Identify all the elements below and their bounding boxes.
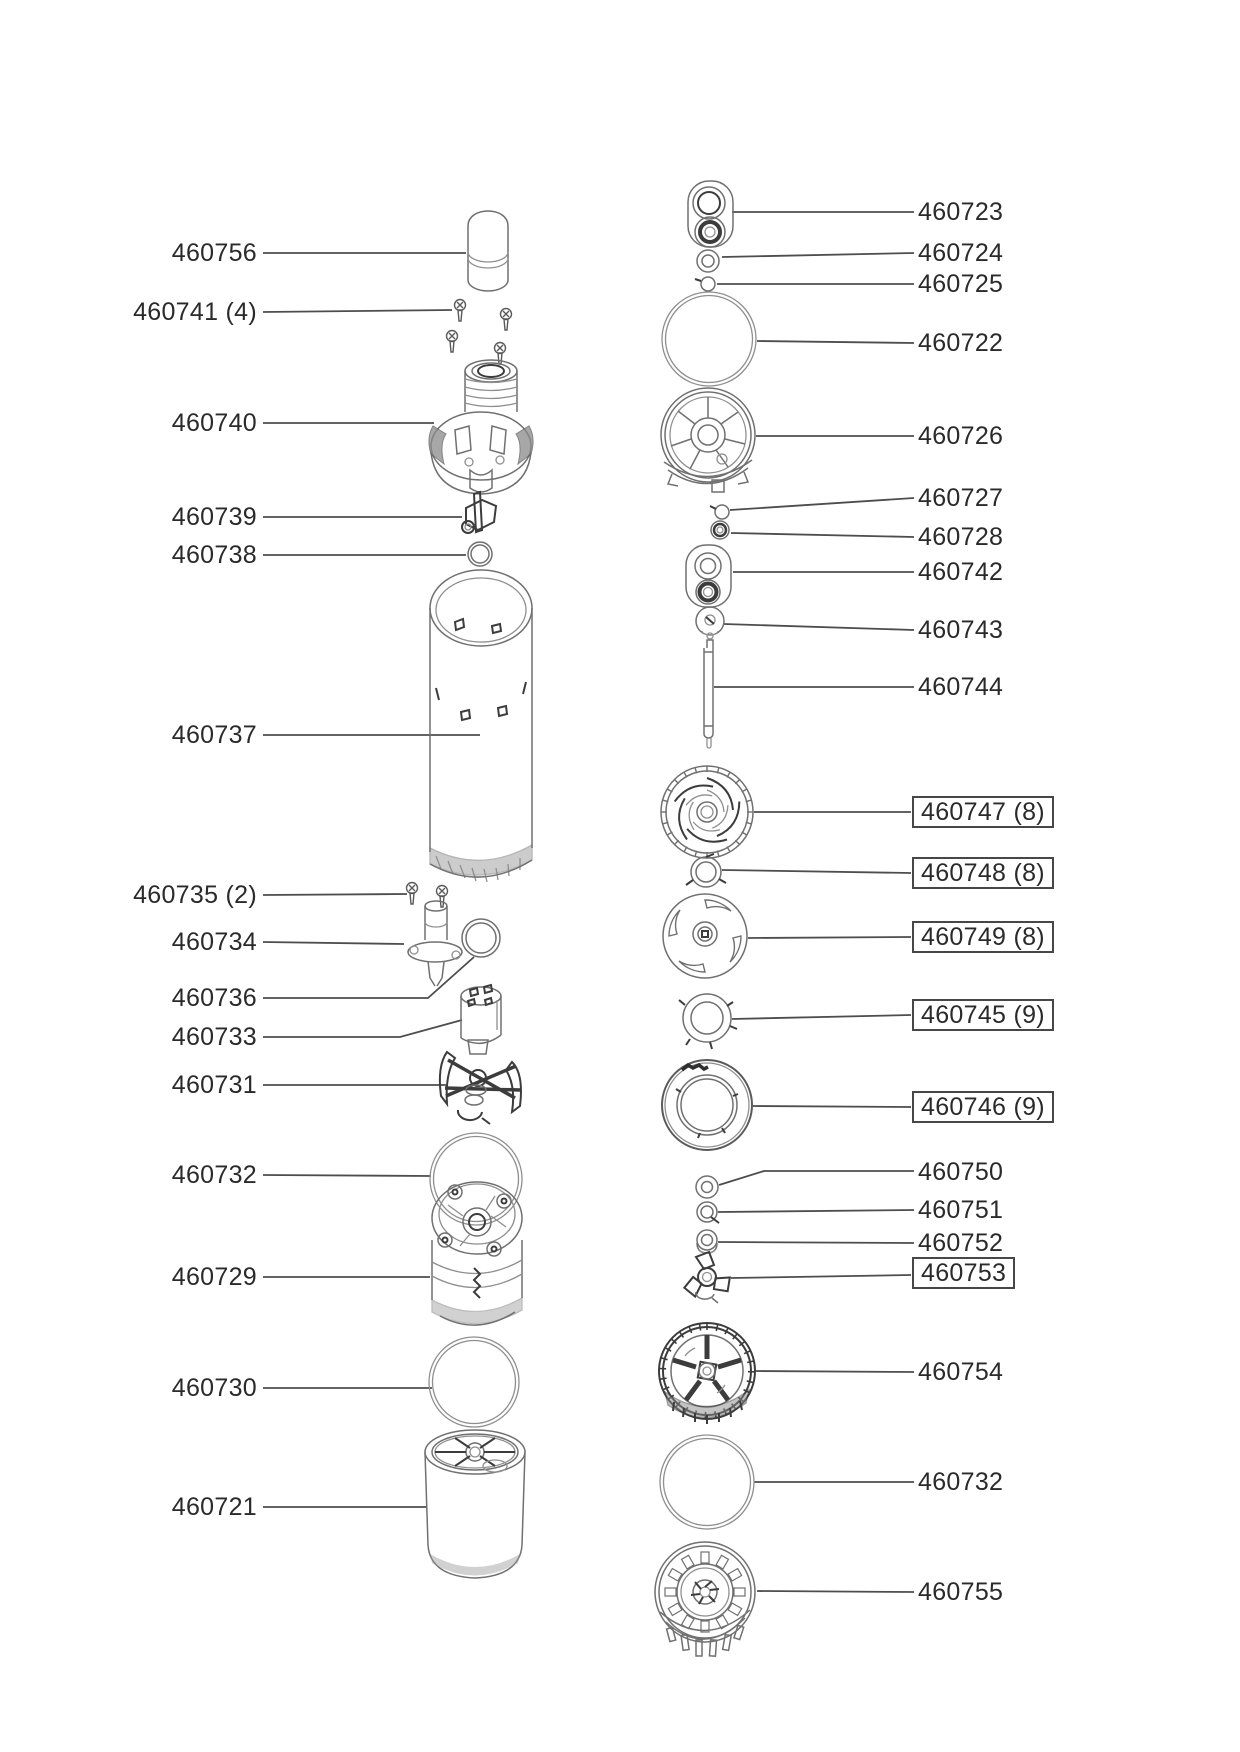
part-drawing-460727-circlip [710, 505, 729, 519]
part-drawing-460753-spinner [682, 1252, 734, 1303]
part-drawing-460739-clip [462, 492, 496, 533]
part-drawing-460749-diffuser-disc [663, 894, 747, 978]
part-drawing-460743-seal-disc [696, 607, 724, 635]
part-label-460756: 460756 [171, 239, 257, 267]
part-label-460748 [912, 857, 1054, 889]
part-label-460730: 460730 [171, 1374, 257, 1402]
part-drawing-460747-impeller [661, 766, 753, 858]
part-label-460739: 460739 [171, 503, 257, 531]
part-label-460744: 460744 [918, 673, 1004, 701]
part-label-460731: 460731 [171, 1071, 257, 1099]
part-label-460754: 460754 [918, 1358, 1004, 1386]
part-drawing-460721-canister [425, 1430, 525, 1578]
part-label-460724: 460724 [918, 239, 1004, 267]
part-label-460745-text: 460745 (9) [921, 1001, 1045, 1029]
part-drawing-460744-shaft [704, 633, 713, 748]
part-label-460725: 460725 [918, 270, 1004, 298]
part-label-460728: 460728 [918, 523, 1004, 551]
part-label-460740: 460740 [171, 409, 257, 437]
part-label-460721: 460721 [171, 1493, 257, 1521]
part-label-460748-text: 460748 (8) [921, 859, 1045, 887]
part-label-460734: 460734 [171, 928, 257, 956]
part-label-460727: 460727 [918, 484, 1004, 512]
part-drawing-460723-bearing-link [688, 181, 733, 247]
part-label-460747-text: 460747 (8) [921, 798, 1045, 826]
part-drawing-460731-impeller-guide [440, 1040, 521, 1124]
part-drawing-460733-sleeve [461, 985, 501, 1043]
part-label-460746-text: 460746 (9) [921, 1093, 1045, 1121]
part-label-460732-left: 460732 [171, 1161, 257, 1189]
part-label-460747 [912, 796, 1054, 828]
part-label-460749 [912, 921, 1054, 953]
part-label-460750: 460750 [918, 1158, 1004, 1186]
part-drawing-460741-screws [447, 300, 512, 365]
part-drawing-460728-washer [711, 521, 729, 539]
part-label-460722: 460722 [918, 329, 1004, 357]
leader-lines [263, 212, 914, 1592]
part-label-460752: 460752 [918, 1229, 1004, 1257]
part-drawing-460740-motor-head [429, 360, 533, 494]
part-drawing-460732-oring-right [660, 1435, 754, 1529]
part-drawing-460756-cap [468, 211, 508, 291]
part-drawing-460755-strainer-basket [655, 1542, 755, 1656]
part-label-460751: 460751 [918, 1196, 1004, 1224]
part-label-460723: 460723 [918, 198, 1004, 226]
part-label-460749-text: 460749 (8) [921, 923, 1045, 951]
part-drawing-460752-bushing [697, 1230, 717, 1253]
part-drawing-460742-bearing-link [686, 545, 731, 607]
part-label-460729: 460729 [171, 1263, 257, 1291]
part-drawing-460750-washer [696, 1176, 718, 1198]
part-drawing-460730-oring [429, 1337, 519, 1427]
part-drawing-460734-shaft-mount [408, 901, 462, 986]
part-label-460736: 460736 [171, 984, 257, 1012]
part-label-460726: 460726 [918, 422, 1004, 450]
part-drawing-460732-oring-left [430, 1133, 522, 1225]
part-label-460733: 460733 [171, 1023, 257, 1051]
part-drawing-460737-housing [430, 570, 532, 882]
part-label-460742: 460742 [918, 558, 1004, 586]
part-label-460741: 460741 (4) [133, 298, 257, 326]
part-drawing-460725-circlip [695, 277, 715, 291]
part-drawing-460746-seal-housing [662, 1060, 752, 1150]
part-label-460738: 460738 [171, 541, 257, 569]
part-label-460732-bottom: 460732 [918, 1468, 1004, 1496]
part-drawing-460729-pump-stage [432, 1182, 522, 1325]
part-drawing-460745-spacer-ring [679, 994, 737, 1049]
part-drawing-460726-rotor-cover [661, 388, 755, 492]
part-drawing-460748-lock-ring [686, 854, 726, 887]
part-label-460755: 460755 [918, 1578, 1004, 1606]
part-drawing-460736-oring [462, 919, 500, 957]
part-label-460746 [912, 1091, 1054, 1123]
part-label-460745 [912, 999, 1054, 1031]
part-label-460735: 460735 (2) [133, 881, 257, 909]
part-label-460743: 460743 [918, 616, 1004, 644]
part-label-460737: 460737 [171, 721, 257, 749]
part-drawing-460722-oring [662, 292, 756, 386]
part-label-460753-text: 460753 [921, 1259, 1007, 1287]
part-drawing-460754-rotor-housing [659, 1323, 755, 1424]
part-drawing-460738-oring [468, 542, 492, 566]
part-label-460753 [912, 1257, 1015, 1289]
part-drawing-460724-washer [697, 250, 719, 272]
part-drawing-460751-cclip [697, 1202, 719, 1223]
